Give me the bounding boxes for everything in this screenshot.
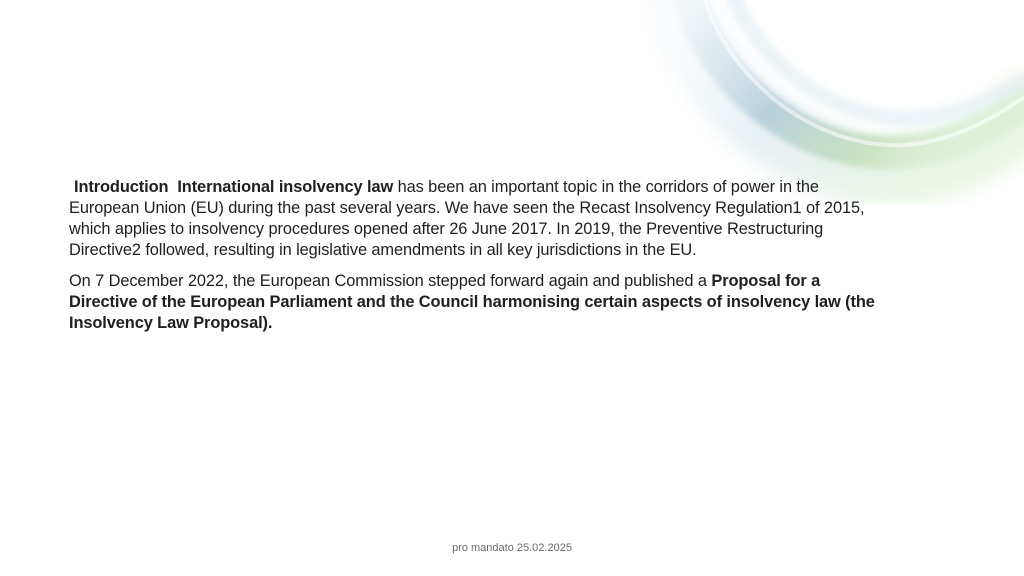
proposal-bold-text: Proposal for a Directive of the European Parliament and the Council harmonising certain aspects of insolvency law (the Insolvency Law Proposal).	[69, 272, 875, 332]
intro-text: has been an important topic in the corridors of power in the European Union (EU) during the past several years. We have seen the Recast Insolvency Regulation1 of 2015, which applies to insolvency procedures opened after 26 June 2017. In 2019, the Preventive Restructuring Directive2 followed, resulting in legislative amendments in all key jurisdictions in the EU.	[69, 178, 865, 259]
intro-bold-phrase: International insolvency law	[177, 178, 394, 196]
proposal-paragraph	[69, 271, 889, 334]
proposal-text: On 7 December 2022, the European Commission stepped forward again and published a	[69, 272, 712, 290]
footer-text: pro mandato 25.02.2025	[452, 542, 572, 554]
slide-body	[69, 177, 889, 334]
intro-paragraph	[69, 177, 889, 261]
intro-heading: Introduction	[74, 178, 169, 196]
